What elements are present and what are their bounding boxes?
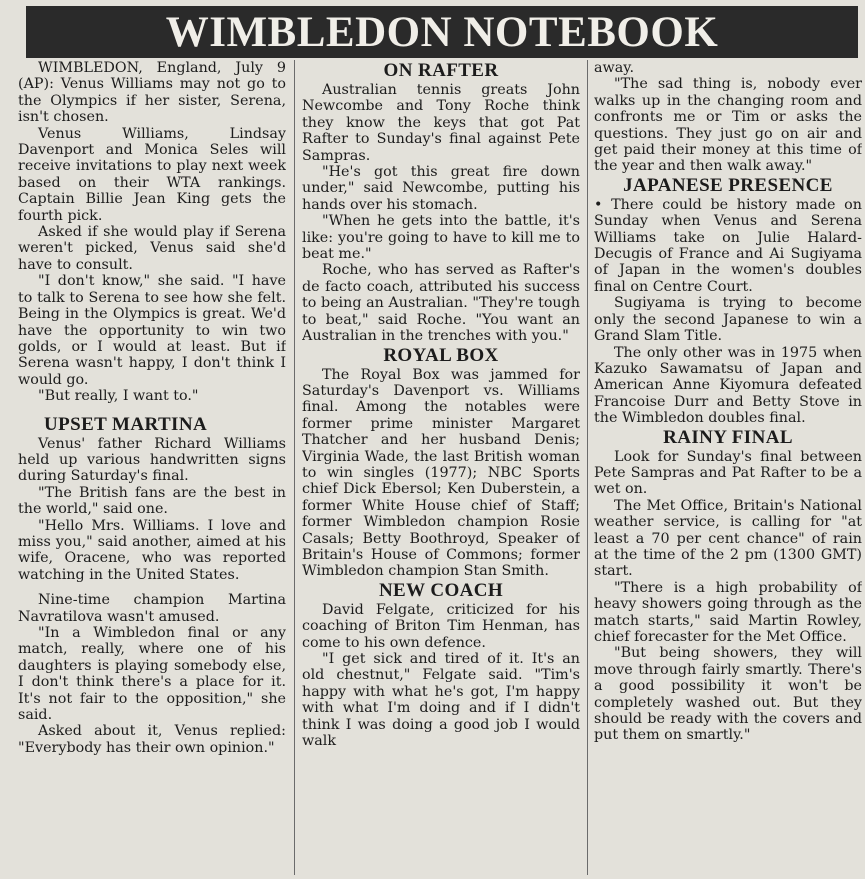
column-rule [587,60,588,875]
paragraph: "But really, I want to." [38,388,199,405]
column-rule [294,60,295,875]
spacer [18,583,286,592]
notebook-banner: WIMBLEDON NOTEBOOK [26,6,858,58]
paragraph: Australian tennis greats John Newcombe and Tony Roche think they know the keys that got Pat Rafter to Sunday's final against Pete Sampras. [302,82,580,164]
section-heading: ON RAFTER [383,60,499,81]
paragraph: Look for Sunday's final between Pete Sampras and Pat Rafter to be a wet on. [594,448,862,498]
paragraph: Venus' father Richard Williams held up various handwritten signs during Saturday's final. [18,435,286,485]
paragraph: WIMBLEDON, England, July 9 (AP): Venus Williams may not go to the Olympics if her sister, Serena, isn't chosen. [18,60,286,126]
paragraph: "I don't know," she said. "I have to talk to Serena to see how she felt. Being in the Olympics is great. We'd have the opportunity to win two golds, or I would at least. But if Serena wasn't happy, I don't think I would go. [18,273,286,388]
section-heading: RAINY FINAL [663,426,793,448]
spacer [18,405,286,414]
paragraph: Roche, who has served as Rafter's de facto coach, attributed his success to being an Australian. "They're tough to beat," said Roche. "You want an Australian in the trenches with you." [302,262,580,345]
column-3 [594,60,862,879]
section-heading: UPSET MARTINA [44,413,208,435]
paragraph: "The British fans are the best in the world," said one. [18,484,286,518]
paragraph: "I get sick and tired of it. It's an old chestnut," Felgate said. "Tim's happy with what he's got, I'm happy with what I'm doing and if I didn't think I was doing a good job I would walk [302,651,580,750]
paragraph: The Royal Box was jammed for Saturday's Davenport vs. Williams final. Among the notables were former prime minister Margaret Thatcher and her husband Denis; Virginia Wade, the last British woman to win singles (1977); NBC Sports chief Dick Ebersol; Ken Duberstein, a former White House chief of Staff; former Wimbledon champion Rosie Casals; Betty Boothroyd, Speaker of Britain's House of Commons; former Wimbledon champion Stan Smith. [302,366,580,580]
paragraph: The only other was in 1975 when Kazuko Sawamatsu of Japan and American Anne Kiyomura defeated Francoise Durr and Betty Stove in the Wimbledon doubles final. [594,344,862,427]
paragraph: "But being showers, they will move through fairly smartly. There's a good possibility it won't be completely washed out. But they should be ready with the covers and put them on smartly." [594,645,862,744]
section-heading: ROYAL BOX [383,344,499,366]
section-heading: NEW COACH [378,579,504,601]
paragraph: "In a Wimbledon final or any match, really, where one of his daughters is playing somebody else, I don't think there's a place for it. It's not fair to the opposition," she said. [18,625,286,724]
paragraph: "Hello Mrs. Williams. I love and miss you," said another, aimed at his wife, Oracene, who was reported watching in the United States. [18,517,286,583]
paragraph: David Felgate, criticized for his coaching of Briton Tim Henman, has come to his own defence. [302,601,580,651]
paragraph: "When he gets into the battle, it's like: you're going to have to kill me to beat me." [302,213,580,263]
paragraph: • There could be history made on Sunday when Venus and Serena Williams take on Julie Halard-Decugis of France and Ai Sugiyama of Japan in the women's doubles final on Centre Court. [594,196,862,295]
section-heading: JAPANESE PRESENCE [623,174,833,196]
paragraph: Asked about it, Venus replied: "Everybody has their own opinion." [18,723,286,756]
paragraph: Sugiyama is trying to become only the second Japanese to win a Grand Slam Title. [594,295,862,345]
paragraph: "He's got this great fire down under," said Newcombe, putting his hands over his stomach. [302,164,580,213]
column-2 [302,60,580,879]
column-1 [18,60,286,879]
paragraph: Asked if she would play if Serena weren't picked, Venus said she'd have to consult. [18,224,286,273]
paragraph: Nine-time champion Martina Navratilova wasn't amused. [18,592,286,625]
paragraph: "There is a high probability of heavy showers going through as the match starts," said Martin Rowley, chief forecaster for the Met Office. [594,579,862,645]
paragraph: "The sad thing is, nobody ever walks up in the changing room and confronts me or Tim or asks the questions. They just go on air and get paid their money at this time of the year and then walk away." [594,76,862,175]
paragraph: The Met Office, Britain's National weather service, is calling for "at least a 70 per cent chance" of rain at the time of the 2 pm (1300 GMT) start. [594,497,862,580]
paragraph: away. [594,60,635,76]
paragraph: Venus Williams, Lindsay Davenport and Monica Seles will receive invitations to play next week based on their WTA rankings. Captain Billie Jean King gets the fourth pick. [18,125,286,224]
